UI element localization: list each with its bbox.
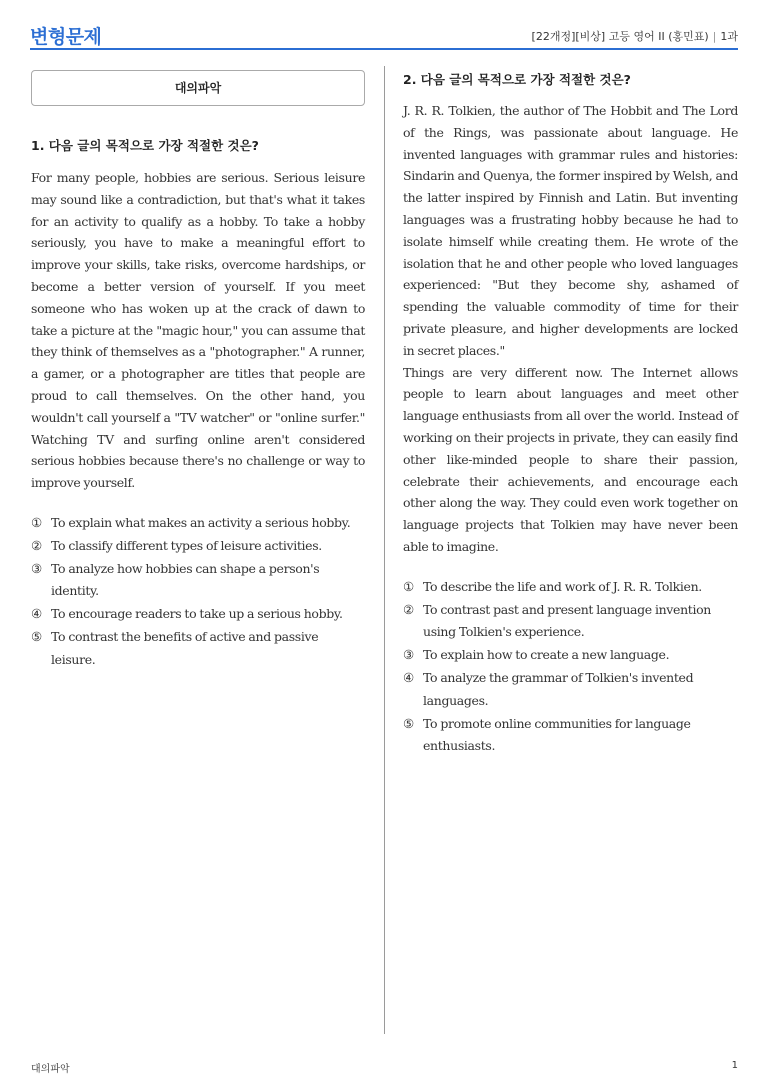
choice-text: To contrast past and present language invention using Tolkien's experience.: [423, 601, 711, 640]
choice-item[interactable]: [403, 713, 738, 759]
passage-paragraph-1: J. R. R. Tolkien, the author of The Hobbit and The Lord of the Rings, was passionate about language. He invented languages with grammar rules and histories: Sindarin and Quenya, the former inspired by Welsh, and the latter inspired by Finnish and Latin. But inventing languages was a frustrating hobby because he had to isolate himself while creating them. He wrote of the isolation that he and other people who loved languages experienced: "But they become shy, ashamed of spending the valuable commodity of time for their private pleasure, and higher developments are locked in secret places.": [403, 103, 738, 358]
question-1-choices: [31, 512, 365, 672]
question-1-prompt: 1. 다음 글의 목적으로 가장 적절한 것은?: [31, 138, 259, 153]
choice-number: ③: [31, 560, 42, 576]
question-2-prompt: 2. 다음 글의 목적으로 가장 적절한 것은?: [403, 72, 631, 87]
choice-number: ①: [31, 514, 42, 530]
choice-item[interactable]: [403, 667, 738, 713]
choice-number: ②: [31, 537, 42, 553]
choice-item[interactable]: [31, 512, 365, 535]
choice-item[interactable]: [403, 644, 738, 667]
choice-number: ④: [31, 606, 42, 622]
right-column: [403, 70, 738, 758]
page-header: [30, 18, 738, 50]
choice-number: ⑤: [31, 628, 42, 644]
choice-text: To explain how to create a new language.: [423, 647, 670, 663]
choice-text: To encourage readers to take up a serious hobby.: [51, 606, 343, 622]
passage-paragraph-2: Things are very different now. The Internet allows people to learn about languages and meet other language enthusiasts from all over the world. Instead of working on their projects in private, they can easily find other like-minded people to share their passion, celebrate their achievements, and encourage each other along the way. They could even work together on language projects that Tolkien may have never been able to imagine.: [403, 364, 738, 554]
choice-text: To contrast the benefits of active and passive leisure.: [51, 628, 319, 667]
page-number: 1: [731, 1060, 738, 1071]
choice-text: To promote online communities for language enthusiasts.: [423, 715, 691, 754]
choice-number: ③: [403, 647, 414, 663]
choice-text: To analyze how hobbies can shape a person's identity.: [51, 560, 320, 599]
header-separator: |: [712, 30, 717, 43]
choice-text: To analyze the grammar of Tolkien's invented languages.: [423, 669, 694, 708]
passage-paragraph: For many people, hobbies are serious. Serious leisure may sound like a contradiction, but that's what it takes for an activity to qualify as a hobby. To take a hobby seriously, you have to make a meaningful effort to improve your skills, take risks, overcome hardships, or become a better version of yourself. If you meet someone who has woken up at the crack of dawn to take a picture at the "magic hour," you can assume that they think of themselves as a "photographer." A runner, a gamer, or a photographer are titles that people are proud to call themselves. On the other hand, you wouldn't call yourself a "TV watcher" or "online surfer." Watching TV and surfing online aren't considered serious hobbies because there's no challenge or way to improve yourself.: [31, 170, 365, 491]
choice-item[interactable]: [403, 599, 738, 645]
question-2-passage: [403, 100, 738, 558]
footer-section-label: 대의파악: [31, 1064, 70, 1075]
choice-item[interactable]: [31, 626, 365, 672]
choice-number: ①: [403, 578, 414, 594]
brand-title: 변형문제: [30, 26, 102, 48]
choice-number: ②: [403, 601, 414, 617]
question-2-choices: [403, 576, 738, 758]
choice-text: To describe the life and work of J. R. R. Tolkien.: [423, 578, 702, 594]
course-info: [532, 28, 738, 44]
choice-item[interactable]: [31, 535, 365, 558]
choice-number: ④: [403, 669, 414, 685]
choice-text: To classify different types of leisure activities.: [51, 537, 322, 553]
left-column: [31, 70, 365, 672]
choice-item[interactable]: [403, 576, 738, 599]
column-divider: [384, 66, 385, 1034]
choice-item[interactable]: [31, 558, 365, 604]
question-1-passage: [31, 167, 365, 494]
choice-text: To explain what makes an activity a serious hobby.: [51, 514, 351, 530]
section-title-box: 대의파악: [31, 70, 365, 106]
lesson-label: 1과: [720, 30, 738, 43]
course-name: [22개정][비상] 고등 영어 II (홍민표): [531, 30, 709, 43]
choice-item[interactable]: [31, 603, 365, 626]
choice-number: ⑤: [403, 715, 414, 731]
